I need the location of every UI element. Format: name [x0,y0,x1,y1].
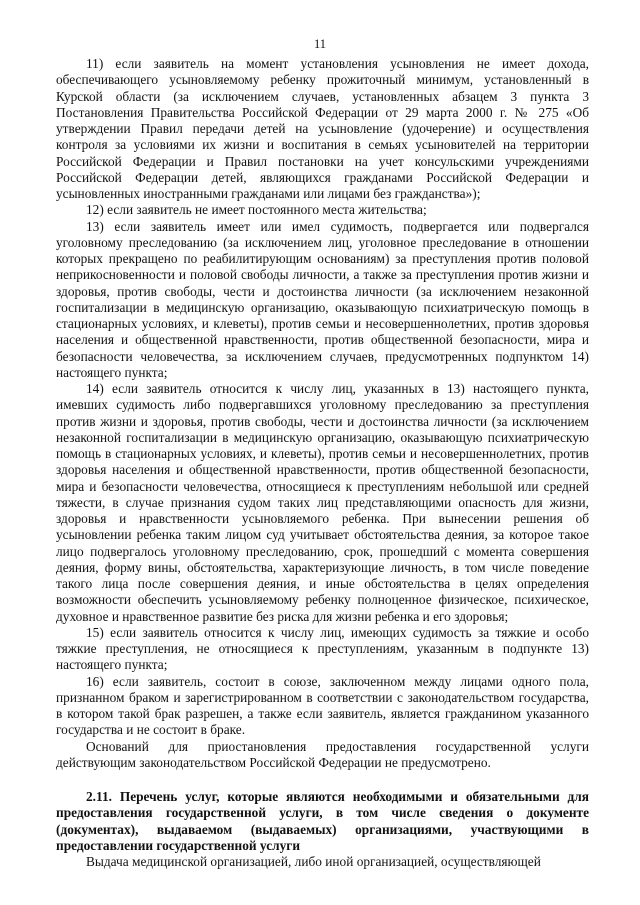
paragraph-item-12: 12) если заявитель не имеет постоянного места жительства; [86,202,427,218]
page-number: 11 [313,37,327,51]
paragraph-item-11: 11) если заявитель на момент установления усыновления не имеет дохода, обеспечивающего усыновляемому ребенку прожиточный минимум, установленный в Курской области (за исключением случаев, установленных абзацем 3 пункта 3 Постановления Правительства Российской Федерации от 29 марта 2000 г. № 275 «Об утверждении Правил передачи детей на усыновление (удочерение) и осуществления контроля за условиями их жизни и воспитания в семьях усыновителей на территории Российской Федерации и Правил постановки на учет консульскими учреждениями Российской Федерации детей, являющихся гражданами Российской Федерации и усыновленных иностранными гражданами или лицами без гражданства»); [56,56,589,201]
paragraph-item-16: 16) если заявитель, состоит в союзе, заключенном между лицами одного пола, признанном браком и зарегистрированном в соответствии с законодательством государства, в котором такой брак разрешен, а также если заявитель, является гражданином указанного государства и не состоит в браке. [56,673,589,738]
section-heading-2-11: 2.11. Перечень услуг, которые являются необходимыми и обязательными для предоставления государственной услуги, в том числе сведения о документе (документах), выдаваемом (выдаваемых) организациями, участвующими в предоставлении государственной услуги [56,789,589,853]
document-body [56,56,589,870]
paragraph-section-2-11-start: Выдача медицинской организацией, либо иной организацией, осуществляющей [86,854,541,869]
paragraph-item-14: 14) если заявитель относится к числу лиц, указанных в 13) настоящего пункта, имевших судимость либо подвергавшихся уголовному преследованию за преступления против жизни и здоровья, против свободы, чести и достоинства личности (за исключением незаконной госпитализации в медицинскую организацию, оказывающую психиатрическую помощь в стационарных условиях, и клеветы), против семьи и несовершеннолетних, против здоровья населения и общественной нравственности, против общественной безопасности, мира и безопасности человечества, относящиеся к преступлениям небольшой или средней тяжести, в случае признания судом таких лиц представляющими опасность для жизни, здоровья и нравственности усыновляемого ребенка. При вынесении решения об усыновлении ребенка таким лицом суд учитывает обстоятельства деяния, за которое такое лицо подвергалось уголовному преследованию, срок, прошедший с момента совершения деяния, форму вины, обстоятельства, характеризующие личность, в том числе поведение такого лица после совершения деяния, и иные обстоятельства в целях определения возможности обеспечить усыновляемому ребенку полноценное физическое, психическое, духовное и нравственное развитие без риска для жизни ребенка и его здоровья; [56,381,589,624]
paragraph-no-suspension-grounds: Оснований для приостановления предоставления государственной услуги действующим законодательством Российской Федерации не предусмотрено. [56,738,589,770]
paragraph-item-13: 13) если заявитель имеет или имел судимость, подвергается или подвергался уголовному преследованию (за исключением лиц, уголовное преследование в отношении которых прекращено по реабилитирующим основаниям) за преступления против половой неприкосновенности и половой свободы личности, а также за преступления против жизни и здоровья, против свободы, чести и достоинства личности (за исключением незаконной госпитализации в медицинскую организацию, оказывающую психиатрическую помощь в стационарных условиях, и клеветы), против семьи и несовершеннолетних, против здоровья населения и общественной нравственности, против общественной безопасности, мира и безопасности человечества, за исключением случаев, предусмотренных подпунктом 14) настоящего пункта; [56,218,589,380]
paragraph-item-15: 15) если заявитель относится к числу лиц, имеющих судимость за тяжкие и особо тяжкие преступления, не относящиеся к преступлениям, указанным в подпункте 13) настоящего пункта; [56,624,589,673]
